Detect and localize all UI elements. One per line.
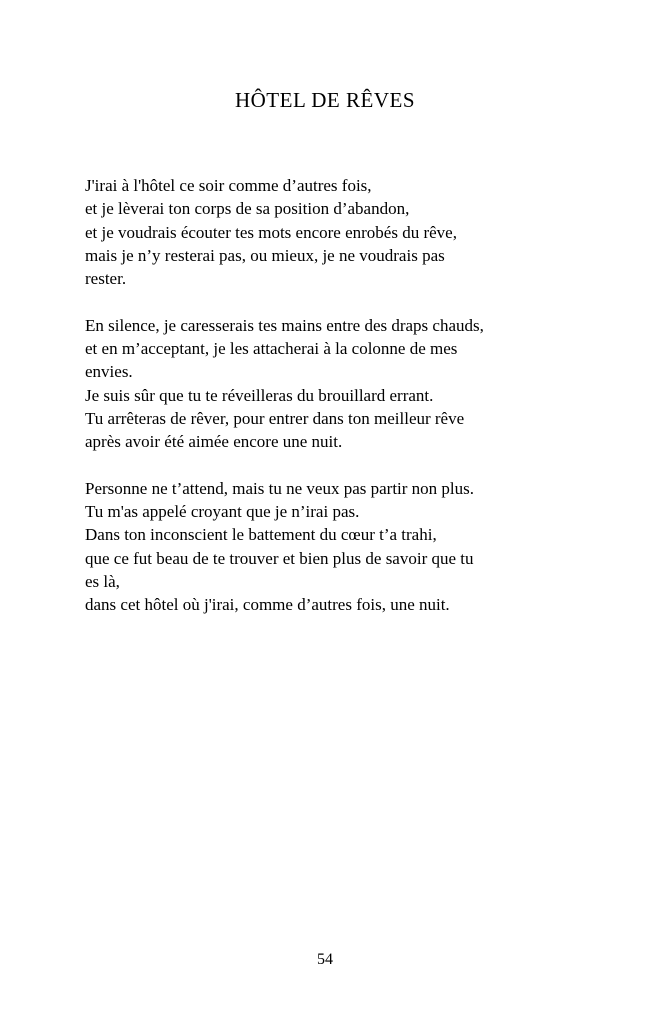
poem-line: Personne ne t’attend, mais tu ne veux pas partir non plus. [85, 478, 475, 498]
poem-line: dans cet hôtel où j'irai, comme d’autres fois, une nuit. [85, 595, 450, 615]
poem-line: Tu m'as appelé croyant que je n’irai pas. [85, 502, 360, 522]
poem-line: Tu arrêteras de rêver, pour entrer dans ton meilleur rêve [85, 408, 465, 428]
stanza-1 [85, 174, 590, 290]
poem-line: Dans ton inconscient le battement du cœur t’a trahi, [85, 525, 437, 545]
poem-line: envies. [85, 362, 133, 382]
poem-body [85, 174, 590, 640]
poem-line: après avoir été aimée encore une nuit. [85, 432, 343, 452]
poem-line: En silence, je caresserais tes mains entre des draps chauds, [85, 315, 484, 335]
poem-title: HÔTEL DE RÊVES [234, 88, 416, 112]
poem-line: et en m’acceptant, je les attacherai à la colonne de mes [85, 339, 458, 359]
page-number: 54 [317, 951, 333, 968]
poem-line: mais je n’y resterai pas, ou mieux, je ne voudrais pas [85, 245, 445, 265]
poem-line: es là, [85, 572, 120, 592]
poem-line: Je suis sûr que tu te réveilleras du brouillard errant. [85, 385, 434, 405]
poem-line: rester. [85, 269, 127, 289]
poem-line: et je voudrais écouter tes mots encore enrobés du rêve, [85, 222, 457, 242]
poem-line: J'irai à l'hôtel ce soir comme d’autres fois, [85, 176, 372, 195]
stanza-2 [85, 314, 590, 454]
stanza-3 [85, 477, 590, 617]
poem-line: et je lèverai ton corps de sa position d’abandon, [85, 199, 410, 219]
poem-line: que ce fut beau de te trouver et bien plus de savoir que tu [85, 548, 474, 568]
